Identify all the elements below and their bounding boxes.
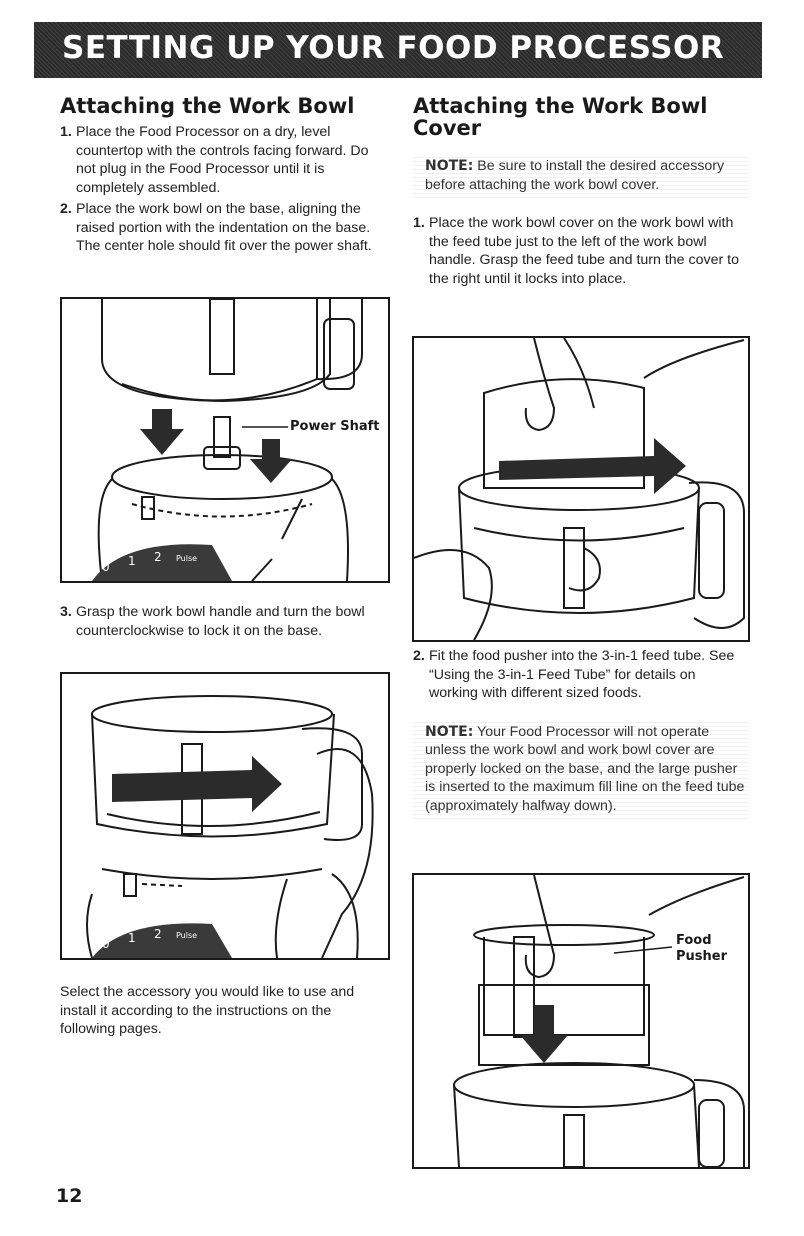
- step-number: 2.: [60, 201, 72, 217]
- note-text: Be sure to install the desired accessory before attaching the work bowl cover.: [425, 158, 725, 193]
- dial-label: 2: [154, 927, 162, 941]
- dial-label: Pulse: [176, 554, 198, 563]
- right-column: [413, 95, 748, 288]
- illustration-bowl-turning: [62, 674, 388, 958]
- note-label: NOTE:: [425, 158, 474, 174]
- dial-label: 0: [102, 560, 110, 574]
- left-step-3-block: [60, 603, 390, 640]
- cover-step-1: [413, 214, 748, 288]
- note-label: NOTE:: [425, 723, 474, 740]
- step-number: 3.: [60, 604, 72, 620]
- note-install-accessory: [413, 155, 748, 198]
- step-number: 1.: [60, 124, 72, 140]
- step-text: Grasp the work bowl handle and turn the bowl counterclockwise to lock it on the base.: [76, 604, 365, 639]
- step-text: Place the Food Processor on a dry, level countertop with the controls facing forward. Do not plug in the Food Processor until it is completely assembled.: [76, 124, 369, 196]
- dial-label: 0: [102, 937, 110, 951]
- label-power-shaft: Power Shaft: [290, 419, 380, 434]
- step-text: Fit the food pusher into the 3-in-1 feed tube. See “Using the 3-in-1 Feed Tube” for details on working with different sized foods.: [429, 648, 735, 701]
- section-title: SETTING UP YOUR FOOD PROCESSOR: [62, 30, 725, 66]
- illustration-bowl-lowering: [62, 299, 388, 581]
- step-2: [60, 200, 390, 256]
- dial-label: 2: [154, 550, 162, 564]
- step-number: 2.: [413, 648, 425, 664]
- figure-bowl-on-base: [60, 297, 390, 583]
- illustration-cover-turning: [414, 338, 748, 640]
- closing-text: Select the accessory you would like to use and install it according to the instructions on the following pages.: [60, 984, 355, 1037]
- dial-label: Pulse: [176, 931, 198, 940]
- step-text: Place the work bowl cover on the work bowl with the feed tube just to the left of the work bowl handle. Grasp the feed tube and turn the cover to the right until it locks into place.: [429, 215, 739, 287]
- label-food-pusher: Food Pusher: [676, 933, 728, 964]
- figure-turn-bowl: [60, 672, 390, 960]
- cover-step-2: [413, 647, 748, 703]
- figure-attach-cover: [412, 336, 750, 642]
- heading-attaching-work-bowl: Attaching the Work Bowl: [60, 94, 355, 118]
- illustration-food-pusher: [414, 875, 748, 1167]
- right-step-2-block: [413, 647, 748, 819]
- dial-label: 1: [128, 554, 136, 568]
- left-column: [60, 95, 390, 256]
- step-text: Place the work bowl on the base, aligning the raised portion with the indentation on the base. The center hole should fit over the power shaft.: [76, 201, 372, 254]
- note-safety-interlock: [413, 721, 748, 820]
- note-text: Your Food Processor will not operate unless the work bowl and work bowl cover are properly locked on the base, and the large pusher is inserted to the maximum fill line on the feed tube (approximately halfway down).: [425, 723, 745, 814]
- heading-attaching-bowl-cover: Attaching the Work Bowl Cover: [413, 94, 708, 140]
- step-number: 1.: [413, 215, 425, 231]
- figure-food-pusher: [412, 873, 750, 1169]
- dial-label: 1: [128, 931, 136, 945]
- step-3: [60, 603, 390, 640]
- section-banner: [34, 22, 762, 78]
- page-number: 12: [56, 1185, 83, 1207]
- step-1: [60, 123, 390, 197]
